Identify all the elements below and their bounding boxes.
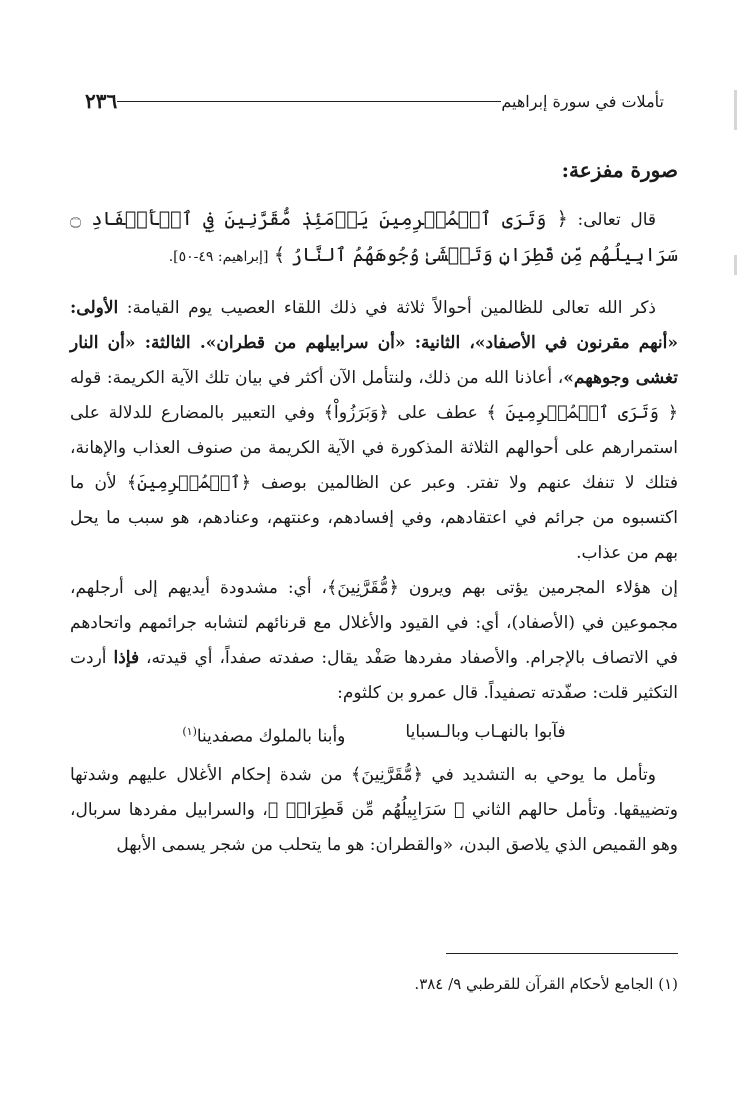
text-run: من شدة إحكام الأغلال عليهم وشدتها وتضييقها. وتأمل حالهم الثاني (70, 764, 679, 820)
inline-verse: ﴿ٱلۡمُجۡرِمِينَ﴾ (126, 473, 251, 493)
third-state-label: الثالثة: (144, 333, 191, 353)
hemistich-first: فآبوا بالنهـاب وبالـسبايا (405, 722, 566, 742)
inline-verse: ﴿وَبَرَزُواْ﴾ (323, 403, 389, 423)
section-title: صورة مفزعة: (561, 158, 678, 182)
first-state-label: الأولى: (70, 298, 119, 318)
text-run: وفي التعبير بالمضارع للدلالة على استمرارهم على أحوالهم الثلاثة المذكورة في الآية الكريمة من صنوف العذاب والإهانة، فتلك لا تنفك عنهم ولا تفتر. وعبر عن الظالمين بوصف (70, 403, 678, 493)
inline-verse: ﴿مُّقَرَّنِينَ﴾ (327, 578, 399, 598)
quote-intro: قال تعالى: (567, 210, 656, 230)
first-state-text: «أنهم مقرنون في الأصفاد»، (460, 333, 678, 353)
footnote: (١) الجامع لأحكام القرآن للقرطبي ٩/ ٣٨٤. (414, 975, 678, 993)
footnote-rule (446, 953, 678, 954)
page-body (70, 152, 678, 863)
paragraph-2 (70, 571, 678, 711)
paragraph-1 (70, 291, 678, 571)
quran-quote (70, 202, 678, 275)
text-run: لأن ما اكتسبوه من جرائم في اعتقادهم، وفي إفسادهم، وعنتهم، وعنادهم، هو سبب ما يحل بهم من عذاب. (70, 473, 678, 563)
book-title: تأملات في سورة إبراهيم (501, 91, 664, 111)
text-run: أردت التكثير قلت: صفّدته تصفيداً. قال عمرو بن كلثوم: (70, 648, 678, 703)
text-run: ، أعاذنا الله من ذلك، ولنتأمل الآن أكثر في بيان تلك الآية الكريمة: قوله (70, 368, 564, 388)
verse-citation: [إبراهيم: ٤٩-٥٠]. (168, 249, 269, 265)
footnote-reference[interactable]: (١) (182, 725, 197, 738)
third-state-text: «أن النار تغشى وجوههم» (70, 333, 678, 388)
page-number: ٢٣٦ (85, 89, 118, 113)
second-state-label: الثانية: (414, 333, 461, 353)
verse-text: ﴿ وَتَرَى ٱلۡمُجۡرِمِينَ يَوۡمَئِذٖ مُّقَرَّنِينَ فِي ٱلۡأَصۡفَادِ ۝ سَرَابِيلُهُم مِّن قَطِرَانٖ وَتَغۡشَىٰ وُجُوهَهُمُ ٱلنَّارُ ﴾ (70, 208, 678, 266)
hemistich-second (152, 713, 375, 756)
emphasis-word: فإذا (113, 648, 140, 668)
header-rule (117, 101, 501, 102)
inline-verse: ﴿ وَتَرَى ٱلۡمُجۡرِمِينَ ﴾ (486, 403, 678, 423)
hemistich-second-text: وأبنا بالملوك مصفدينا (196, 726, 346, 747)
text-run: وتأمل ما يوحي به التشديد في (422, 764, 656, 785)
paragraph-3 (70, 758, 678, 863)
scan-edge-mark (734, 90, 737, 130)
text-run: عطف على (388, 403, 487, 423)
scan-edge-mark (734, 255, 737, 275)
text-run: ، والسرابيل مفردها سربال، وهو القميص الذي يلاصق البدن، «والقطران: هو ما يتحلب من شجر يسمى الأبهل (70, 799, 678, 855)
text-run: إن هؤلاء المجرمين يؤتى بهم ويرون (398, 578, 678, 598)
inline-verse: ﴿مُّقَرَّنِينَ﴾ (351, 764, 423, 785)
second-state-text: «أن سرابيلهم من قطران». (190, 333, 415, 353)
text-run: ذكر الله تعالى للظالمين أحوالاً ثلاثة في ذلك اللقاء العصيب يوم القيامة: (118, 298, 656, 318)
poetry-verse (70, 713, 678, 756)
inline-verse: ﴿ سَرَابِيلُهُم مِّن قَطِرَانٖ ﴾ (267, 799, 465, 820)
running-header (75, 86, 678, 116)
text-run: ، أي: مشدودة أيديهم إلى أرجلهم، مجموعين في (الأصفاد)، أي: في القيود والأغلال مع قرنائهم لتشابه جرائمهم واتحادهم في الاتصاف بالإجرام. والأصفاد مفردها صَفْد يقال: صفدته صفداً، أي قيدته، (70, 578, 678, 668)
